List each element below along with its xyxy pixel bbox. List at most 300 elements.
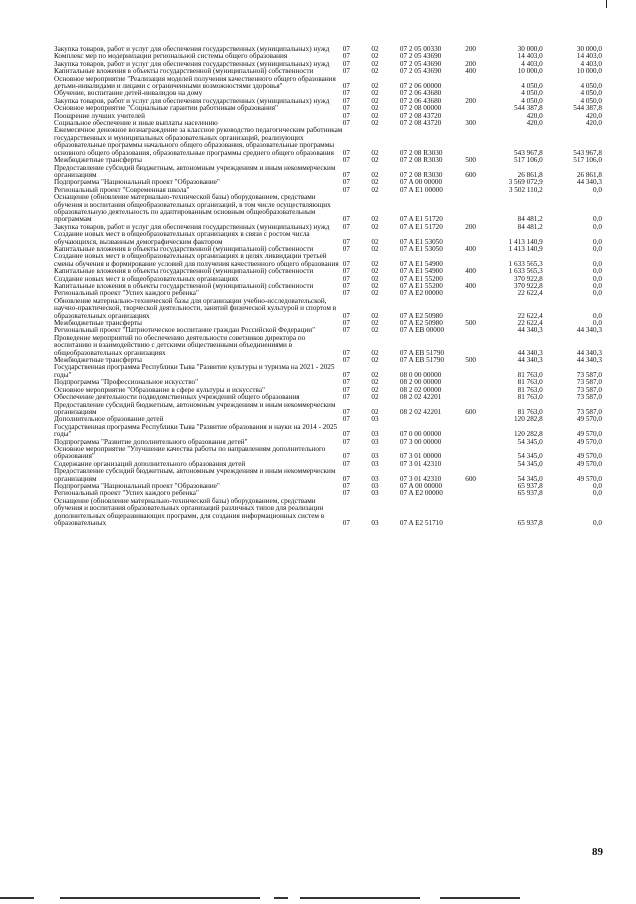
row-expense-type — [465, 416, 489, 423]
row-target-article: 07 A E1 54900 — [399, 267, 443, 276]
row-amount-year-2: 10 000,0 — [576, 67, 602, 76]
row-section-code: 07 — [342, 222, 350, 231]
row-subsection-code: 02 — [371, 89, 379, 98]
row-subsection-code: 02 — [371, 319, 379, 328]
table-row — [54, 335, 602, 357]
row-target-article: 07 A E1 00000 — [399, 185, 443, 194]
row-target-article: 07 2 08 R3030 — [399, 170, 443, 179]
row-amount-year-1: 3 569 072,9 — [508, 178, 543, 187]
row-target-article: 08 2 00 00000 — [399, 378, 442, 387]
row-section-code: 07 — [342, 311, 350, 320]
row-subsection-code: 03 — [371, 474, 379, 483]
row-amount-year-1: 30 000,0 — [517, 45, 543, 53]
row-name: Подпрограмма "Развитие дополнительного образования детей" — [54, 437, 248, 446]
row-amount-year-2: 0,0 — [593, 481, 602, 490]
row-name: Региональный проект "Успех каждого ребенка" — [54, 289, 199, 298]
row-amount-year-1: 4 050,0 — [521, 96, 543, 105]
row-amount-year-2: 0,0 — [593, 215, 602, 224]
row-target-article: 07 A E2 50980 — [399, 319, 443, 328]
row-subsection-code: 02 — [371, 148, 379, 157]
row-expense-type — [465, 76, 489, 91]
table-row — [54, 127, 602, 157]
row-amount-year-2: 26 861,8 — [576, 170, 602, 179]
row-target-article: 07 3 01 42310 — [399, 474, 442, 483]
row-target-article: 07 A E2 50980 — [399, 311, 443, 320]
row-amount-year-1: 1 413 140,9 — [508, 237, 543, 246]
row-subsection-code: 02 — [371, 119, 379, 128]
row-section-code: 07 — [342, 104, 350, 113]
row-amount-year-2: 49 570,0 — [576, 415, 602, 424]
row-name: Комплекс мер по модернизации региональной системы общего образования — [54, 52, 288, 61]
table-row — [54, 165, 602, 180]
row-subsection-code: 02 — [371, 111, 379, 120]
row-amount-year-1: 4 050,0 — [521, 89, 543, 98]
row-subsection-code: 02 — [371, 407, 379, 416]
row-amount-year-1: 420,0 — [526, 119, 543, 128]
row-amount-year-1: 65 937,8 — [517, 481, 543, 490]
row-subsection-code: 02 — [371, 385, 379, 394]
row-amount-year-2: 420,0 — [585, 119, 602, 128]
row-expense-type — [465, 253, 489, 268]
row-amount-year-1: 54 345,0 — [517, 474, 543, 483]
row-target-article: 07 2 06 43680 — [399, 89, 442, 98]
row-section-code: 07 — [342, 407, 350, 416]
row-amount-year-1: 22 622,4 — [517, 311, 543, 320]
row-subsection-code: 02 — [371, 185, 379, 194]
row-amount-year-1: 54 345,0 — [517, 459, 543, 468]
row-section-code: 07 — [342, 393, 350, 402]
row-section-code: 07 — [342, 148, 350, 157]
row-name: Социальное обеспечение и иные выплаты населению — [54, 119, 218, 128]
row-expense-type: 500 — [465, 156, 476, 165]
row-name: Капитальные вложения в объекты государственной (муниципальной) собственности — [54, 67, 314, 76]
row-amount-year-2: 0,0 — [593, 282, 602, 290]
row-target-article: 07 A EB 00000 — [399, 326, 445, 335]
row-amount-year-1: 544 387,8 — [514, 104, 543, 113]
table-row — [54, 402, 602, 417]
row-target-article: 07 0 00 00000 — [399, 430, 442, 439]
row-name: Закупка товаров, работ и услуг для обеспечения государственных (муниципальных) нужд — [54, 45, 330, 53]
row-section-code: 07 — [342, 348, 350, 357]
row-expense-type: 200 — [465, 45, 476, 53]
table-row — [54, 424, 602, 439]
row-subsection-code: 02 — [371, 267, 379, 276]
row-amount-year-1: 81 763,0 — [517, 393, 543, 402]
row-expense-type — [465, 498, 489, 528]
row-subsection-code: 03 — [371, 437, 379, 446]
row-section-code: 07 — [342, 52, 350, 61]
row-name: Межбюджетные трансферты — [54, 319, 142, 328]
row-target-article: 07 A E1 54900 — [399, 259, 443, 268]
row-amount-year-2: 49 570,0 — [576, 437, 602, 446]
row-amount-year-1: 1 633 565,3 — [508, 267, 543, 276]
row-target-article: 07 A E1 55200 — [399, 274, 443, 283]
row-subsection-code: 02 — [371, 222, 379, 231]
row-expense-type — [465, 179, 489, 186]
row-expense-type — [465, 105, 489, 112]
row-name: Обучение, воспитание детей-инвалидов на дому — [54, 89, 203, 98]
row-amount-year-2: 0,0 — [593, 222, 602, 231]
row-expense-type: 500 — [465, 319, 476, 328]
table-row — [54, 253, 602, 268]
row-section-code: 07 — [342, 119, 350, 128]
table-row — [54, 76, 602, 91]
row-amount-year-2: 44 340,3 — [576, 326, 602, 335]
row-name: Содержание организаций дополнительного образования детей — [54, 459, 246, 468]
row-amount-year-1: 10 000,0 — [517, 67, 543, 76]
row-amount-year-1: 81 763,0 — [517, 378, 543, 387]
row-amount-year-1: 543 967,8 — [514, 148, 543, 157]
row-name: Основное мероприятие "Реализация моделей получения качественного общего образования детьми-инвалидами и лицами с ограниченными возможностями здоровья" — [54, 74, 336, 91]
row-expense-type — [465, 490, 489, 497]
row-expense-type: 600 — [465, 170, 476, 179]
row-name: Подпрограмма "Профессиональное искусство" — [54, 378, 199, 387]
row-name: Предоставление субсидий бюджетным, автономным учреждениям и иным некоммерческим организациям — [54, 400, 336, 416]
row-section-code: 07 — [342, 481, 350, 490]
row-subsection-code: 02 — [371, 67, 379, 76]
row-amount-year-2: 420,0 — [585, 111, 602, 120]
row-target-article: 07 A EB 51790 — [399, 356, 445, 365]
row-target-article: 08 0 00 00000 — [399, 370, 442, 379]
row-name: Обеспечение деятельности подведомственных учреждений общего образования — [54, 393, 300, 402]
row-subsection-code: 02 — [371, 178, 379, 187]
row-subsection-code: 02 — [371, 237, 379, 246]
row-name: Проведение мероприятий по обеспечению деятельности советников директора по воспитанию и взаимодействию с детскими общественными объединениями в общеобразовательных организациях — [54, 333, 306, 357]
row-expense-type: 600 — [465, 474, 476, 483]
row-amount-year-2: 44 340,3 — [576, 348, 602, 357]
row-amount-year-2: 0,0 — [593, 267, 602, 276]
row-subsection-code: 02 — [371, 244, 379, 253]
table-row — [54, 298, 602, 320]
row-subsection-code: 02 — [371, 59, 379, 68]
row-section-code: 07 — [342, 519, 350, 527]
row-name: Обновление материально-технической базы для организации учебно-исследовательской, научно-практической, творческой деятельности, занятий физической культурой и спортом в образовательных организациях — [54, 296, 337, 320]
row-amount-year-1: 44 340,3 — [517, 348, 543, 357]
row-subsection-code: 02 — [371, 326, 379, 335]
page-number: 89 — [592, 846, 603, 858]
table-row — [54, 498, 602, 528]
row-name: Подпрограмма "Национальный проект "Образование" — [54, 178, 220, 187]
row-expense-type — [465, 231, 489, 246]
row-expense-type — [465, 379, 489, 386]
row-expense-type: 400 — [465, 244, 476, 253]
row-expense-type: 300 — [465, 119, 476, 128]
row-amount-year-2: 73 587,0 — [576, 407, 602, 416]
row-subsection-code: 02 — [371, 311, 379, 320]
row-subsection-code: 02 — [371, 274, 379, 283]
row-target-article: 08 2 02 42201 — [399, 407, 442, 416]
budget-table-body — [54, 46, 602, 527]
row-amount-year-2: 49 570,0 — [576, 474, 602, 483]
row-name: Капитальные вложения в объекты государственной (муниципальной) собственности — [54, 244, 314, 253]
row-section-code: 07 — [342, 474, 350, 483]
table-row — [54, 364, 602, 379]
row-target-article: 07 A E1 53050 — [399, 244, 443, 253]
row-section-code: 07 — [342, 370, 350, 379]
budget-table — [54, 46, 602, 527]
row-target-article: 07 2 06 00000 — [399, 82, 442, 91]
row-amount-year-2: 0,0 — [593, 311, 602, 320]
row-subsection-code: 02 — [371, 215, 379, 224]
row-target-article: 07 A E2 00000 — [399, 489, 443, 498]
row-amount-year-2: 49 570,0 — [576, 452, 602, 461]
row-target-article: 07 2 08 43720 — [399, 111, 442, 120]
row-amount-year-2: 4 050,0 — [580, 96, 602, 105]
row-subsection-code: 03 — [371, 459, 379, 468]
row-amount-year-1: 22 622,4 — [517, 319, 543, 328]
row-subsection-code: 02 — [371, 96, 379, 105]
row-target-article: 07 3 00 00000 — [399, 437, 442, 446]
row-section-code: 07 — [342, 274, 350, 283]
row-subsection-code: 02 — [371, 52, 379, 61]
row-amount-year-1: 120 282,8 — [514, 430, 543, 439]
row-amount-year-1: 120 282,8 — [514, 415, 543, 424]
row-expense-type — [465, 387, 489, 394]
row-subsection-code: 03 — [371, 452, 379, 461]
row-expense-type: 400 — [465, 282, 476, 290]
row-section-code: 07 — [342, 237, 350, 246]
row-amount-year-1: 1 413 140,9 — [508, 244, 543, 253]
row-name: Оснащение (обновление материально-технической базы) оборудованием, средствами обучения и воспитания общеобразовательных организаций, в том числе осуществляющих образовательную деятельность по адаптированным основным общеобразовательным программам — [54, 193, 331, 224]
row-amount-year-1: 517 106,0 — [514, 156, 543, 165]
row-name: Предоставление субсидий бюджетным, автономным учреждениям и иным некоммерческим организациям — [54, 467, 336, 483]
row-section-code: 07 — [342, 185, 350, 194]
row-section-code: 07 — [342, 178, 350, 187]
row-amount-year-2: 0,0 — [593, 519, 602, 527]
row-target-article: 07 A 00 00000 — [399, 481, 443, 490]
row-amount-year-1: 81 763,0 — [517, 385, 543, 394]
row-section-code: 07 — [342, 452, 350, 461]
row-subsection-code: 02 — [371, 82, 379, 91]
row-expense-type — [465, 446, 489, 461]
row-amount-year-2: 544 387,8 — [573, 104, 602, 113]
row-name: Создание новых мест в общеобразовательных организациях в связи с ростом числа обучающихся, вызванным демографическим фактором — [54, 230, 310, 246]
row-section-code: 07 — [342, 67, 350, 76]
row-name: Создание новых мест в общеобразовательных организациях — [54, 274, 239, 283]
row-target-article: 07 3 01 00000 — [399, 452, 442, 461]
row-amount-year-1: 84 481,2 — [517, 222, 543, 231]
row-amount-year-2: 4 403,0 — [580, 59, 602, 68]
row-amount-year-1: 4 403,0 — [521, 59, 543, 68]
row-amount-year-1: 370 922,8 — [514, 274, 543, 283]
row-name: Региональный проект "Патриотическое воспитание граждан Российской Федерации" — [54, 326, 316, 335]
row-amount-year-1: 81 763,0 — [517, 370, 543, 379]
row-amount-year-1: 370 922,8 — [514, 282, 543, 290]
row-amount-year-1: 1 633 565,3 — [508, 259, 543, 268]
table-row — [54, 468, 602, 483]
row-amount-year-1: 65 937,8 — [517, 519, 543, 527]
row-subsection-code: 02 — [371, 393, 379, 402]
row-section-code: 07 — [342, 45, 350, 53]
row-section-code: 07 — [342, 82, 350, 91]
row-amount-year-1: 54 345,0 — [517, 437, 543, 446]
row-amount-year-2: 517 106,0 — [573, 156, 602, 165]
row-amount-year-2: 73 587,0 — [576, 378, 602, 387]
row-target-article: 07 2 05 43690 — [399, 52, 442, 61]
row-subsection-code: 03 — [371, 415, 379, 424]
row-name: Капитальные вложения в объекты государственной (муниципальной) собственности — [54, 282, 314, 290]
row-section-code: 07 — [342, 259, 350, 268]
row-section-code: 07 — [342, 385, 350, 394]
row-subsection-code: 02 — [371, 370, 379, 379]
row-expense-type — [465, 394, 489, 401]
row-expense-type — [465, 335, 489, 357]
row-name: Межбюджетные трансферты — [54, 356, 142, 365]
row-expense-type: 400 — [465, 67, 476, 76]
row-expense-type — [465, 439, 489, 446]
row-section-code: 07 — [342, 430, 350, 439]
row-target-article: 08 2 02 42201 — [399, 393, 442, 402]
row-amount-year-2: 73 587,0 — [576, 385, 602, 394]
row-amount-year-2: 0,0 — [593, 237, 602, 246]
row-name: Закупка товаров, работ и услуг для обеспечения государственных (муниципальных) нужд — [54, 59, 330, 68]
row-subsection-code: 02 — [371, 156, 379, 165]
table-row — [54, 194, 602, 224]
row-subsection-code: 03 — [371, 489, 379, 498]
row-name: Создание новых мест в общеобразовательных организациях в целях ликвидации третьей смены обучения и формирование условий для получения качественного общего образования — [54, 252, 339, 268]
row-name: Государственная программа Республики Тыва "Развитие образования и науки на 2014 - 2025 годы" — [54, 422, 338, 439]
row-amount-year-1: 81 763,0 — [517, 407, 543, 416]
row-amount-year-2: 543 967,8 — [573, 148, 602, 157]
row-amount-year-2: 14 403,0 — [576, 52, 602, 61]
row-expense-type — [465, 364, 489, 379]
row-amount-year-2: 0,0 — [593, 259, 602, 268]
row-name: Основное мероприятие "Образование в сфере культуры и искусства" — [54, 385, 265, 394]
row-expense-type: 500 — [465, 356, 476, 365]
row-expense-type — [465, 187, 489, 194]
row-name: Региональный проект "Успех каждого ребенка" — [54, 489, 199, 498]
row-amount-year-1: 420,0 — [526, 111, 543, 120]
row-amount-year-2: 0,0 — [593, 319, 602, 328]
row-target-article: 07 A 00 00000 — [399, 178, 443, 187]
row-amount-year-2: 44 340,3 — [576, 178, 602, 187]
row-name: Региональный проект "Современная школа" — [54, 185, 190, 194]
row-expense-type — [465, 483, 489, 490]
row-section-code: 07 — [342, 111, 350, 120]
row-expense-type — [465, 424, 489, 439]
row-subsection-code: 02 — [371, 289, 379, 298]
row-section-code: 07 — [342, 170, 350, 179]
row-amount-year-1: 22 622,4 — [517, 289, 543, 298]
row-name: Дополнительное образование детей — [54, 415, 164, 424]
row-section-code: 07 — [342, 156, 350, 165]
row-target-article: 07 2 05 43690 — [399, 59, 442, 68]
row-target-article — [400, 416, 465, 423]
row-subsection-code: 02 — [371, 259, 379, 268]
row-name: Оснащение (обновление материально-технической базы) оборудованием, средствами обучения и воспитания образовательных организаций различных типов для реализации дополнительных общеразвивающих программ, для создания информационных систем в образовательных — [54, 496, 325, 527]
row-section-code: 07 — [342, 459, 350, 468]
row-amount-year-1: 44 340,3 — [517, 356, 543, 365]
row-section-code: 07 — [342, 356, 350, 365]
table-row — [54, 446, 602, 461]
row-subsection-code: 02 — [371, 170, 379, 179]
row-expense-type: 600 — [465, 407, 476, 416]
row-section-code: 07 — [342, 96, 350, 105]
row-amount-year-2: 0,0 — [593, 489, 602, 498]
row-name: Поощрение лучших учителей — [54, 111, 145, 120]
row-amount-year-2: 44 340,3 — [576, 356, 602, 365]
scan-bottom-edge — [0, 893, 636, 904]
row-expense-type: 400 — [465, 267, 476, 276]
row-target-article: 07 2 05 00330 — [399, 45, 442, 53]
row-amount-year-2: 73 587,0 — [576, 370, 602, 379]
row-name: Основное мероприятие "Улучшение качества работы по направлениям дополнительного образования" — [54, 444, 326, 461]
row-amount-year-1: 14 403,0 — [517, 52, 543, 61]
row-section-code: 07 — [342, 326, 350, 335]
row-amount-year-2: 49 570,0 — [576, 430, 602, 439]
row-name: Капитальные вложения в объекты государственной (муниципальной) собственности — [54, 267, 314, 276]
row-amount-year-2: 0,0 — [593, 289, 602, 298]
row-amount-year-1: 3 502 110,2 — [508, 185, 543, 194]
row-subsection-code: 02 — [371, 104, 379, 113]
row-name: Закупка товаров, работ и услуг для обеспечения государственных (муниципальных) нужд — [54, 222, 330, 231]
row-amount-year-2: 49 570,0 — [576, 459, 602, 468]
row-amount-year-2: 30 000,0 — [576, 45, 602, 53]
row-section-code: 07 — [342, 89, 350, 98]
row-amount-year-1: 84 481,2 — [517, 215, 543, 224]
row-subsection-code: 03 — [371, 519, 379, 527]
row-expense-type — [465, 298, 489, 320]
row-section-code: 07 — [342, 415, 350, 424]
row-subsection-code: 02 — [371, 45, 379, 53]
row-target-article: 07 2 08 43720 — [399, 119, 442, 128]
row-target-article: 07 A E1 51720 — [399, 215, 443, 224]
row-amount-year-2: 0,0 — [593, 274, 602, 283]
row-target-article: 07 A E1 51720 — [399, 222, 443, 231]
row-target-article: 07 2 08 00000 — [399, 104, 442, 113]
page-edge-mark — [606, 0, 607, 8]
row-section-code: 07 — [342, 378, 350, 387]
row-name: Ежемесячное денежное вознаграждение за классное руководство педагогическим работникам государственных и муниципальных образовательных организаций, реализующих образовательные программы начального общего образования, образовательные программы основного общего образования, образовательные программы среднего общего образования — [54, 126, 343, 157]
row-target-article: 07 3 01 42310 — [399, 459, 442, 468]
row-target-article: 07 A E1 53050 — [399, 237, 443, 246]
row-subsection-code: 03 — [371, 430, 379, 439]
row-section-code: 07 — [342, 489, 350, 498]
row-amount-year-1: 4 050,0 — [521, 82, 543, 91]
row-subsection-code: 03 — [371, 481, 379, 490]
row-section-code: 07 — [342, 282, 350, 290]
row-expense-type — [465, 327, 489, 334]
row-target-article: 07 A E2 00000 — [399, 289, 443, 298]
row-target-article: 07 2 08 R3030 — [399, 148, 443, 157]
row-name: Государственная программа Республики Тыва "Развитие культуры и туризма на 2021 - 2025 годы" — [54, 363, 335, 379]
row-target-article: 08 2 02 00000 — [399, 385, 442, 394]
row-expense-type — [465, 127, 489, 157]
row-section-code: 07 — [342, 319, 350, 328]
row-expense-type — [465, 194, 489, 224]
row-amount-year-2: 73 587,0 — [576, 393, 602, 402]
row-amount-year-2: 4 050,0 — [580, 82, 602, 91]
row-section-code: 07 — [342, 244, 350, 253]
row-section-code: 07 — [342, 267, 350, 276]
row-target-article: 07 2 08 R3030 — [399, 156, 443, 165]
row-amount-year-2: 0,0 — [593, 244, 602, 253]
row-target-article: 07 2 06 43680 — [399, 96, 442, 105]
row-target-article: 07 A EB 51790 — [399, 348, 445, 357]
row-amount-year-2: 0,0 — [593, 185, 602, 194]
row-target-article: 07 2 05 43690 — [399, 67, 442, 76]
row-expense-type: 200 — [465, 59, 476, 68]
row-expense-type: 200 — [465, 222, 476, 231]
row-target-article: 07 A E2 51710 — [399, 519, 443, 527]
row-subsection-code: 02 — [371, 378, 379, 387]
row-name: Основное мероприятие "Социальные гарантии работникам образования" — [54, 104, 278, 113]
row-subsection-code: 02 — [371, 282, 379, 290]
row-amount-year-2: 4 050,0 — [580, 89, 602, 98]
table-row — [54, 231, 602, 246]
row-section-code: 07 — [342, 437, 350, 446]
row-name: Закупка товаров, работ и услуг для обеспечения государственных (муниципальных) нужд — [54, 96, 330, 105]
